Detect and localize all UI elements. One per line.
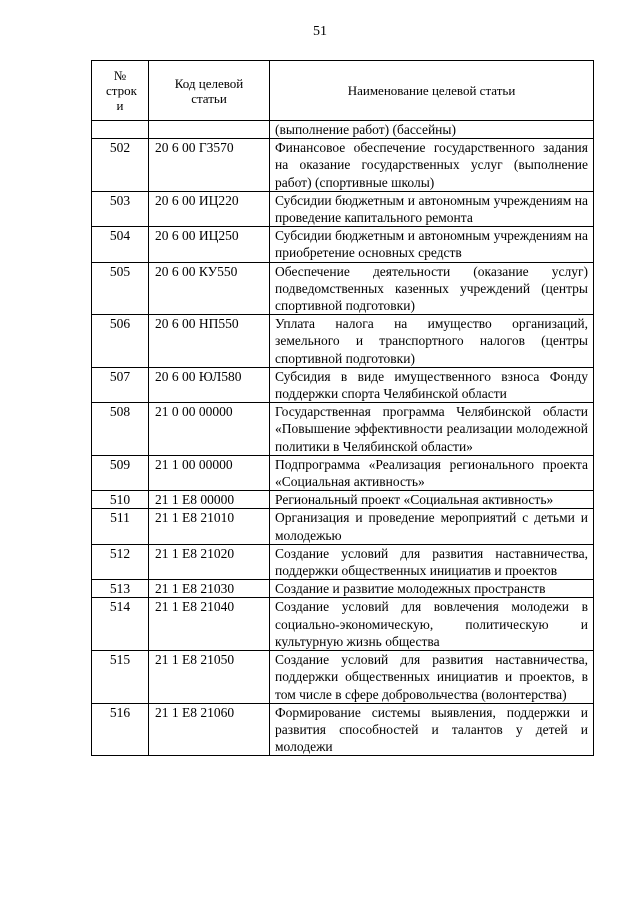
article-name-cell: Субсидия в виде имущественного взноса Фонду поддержки спорта Челябинской области: [270, 367, 594, 402]
article-name-cell: Создание условий для развития наставничества, поддержки общественных инициатив и проектов: [270, 544, 594, 579]
article-name-cell: Подпрограмма «Реализация регионального проекта «Социальная активность»: [270, 455, 594, 490]
article-code-cell: 20 6 00 ИЦ220: [149, 191, 270, 226]
table-row: [92, 403, 594, 456]
table-row: [92, 491, 594, 509]
article-code-cell: 21 1 00 00000: [149, 455, 270, 490]
table-row: [92, 455, 594, 490]
article-code-cell: 20 6 00 КУ550: [149, 262, 270, 315]
row-number-cell: 510: [92, 491, 149, 509]
article-code-cell: 21 1 Е8 21040: [149, 598, 270, 651]
article-code-cell: 20 6 00 НП550: [149, 315, 270, 368]
header-article-name: Наименование целевой статьи: [270, 61, 594, 121]
article-code-cell: 20 6 00 ИЦ250: [149, 227, 270, 262]
table-row: [92, 139, 594, 192]
article-name-cell: Субсидии бюджетным и автономным учреждениям на проведение капитального ремонта: [270, 191, 594, 226]
article-code-cell: 21 1 Е8 21050: [149, 651, 270, 704]
table-row: [92, 315, 594, 368]
table-row: [92, 227, 594, 262]
row-number-cell: 503: [92, 191, 149, 226]
row-number-cell: 506: [92, 315, 149, 368]
table-row: [92, 509, 594, 544]
table-row: [92, 598, 594, 651]
article-code-cell: 21 1 Е8 21020: [149, 544, 270, 579]
target-articles-table: [91, 60, 594, 756]
article-code-cell: 20 6 00 Г3570: [149, 139, 270, 192]
row-number-cell: 509: [92, 455, 149, 490]
page-number: 51: [313, 24, 327, 39]
article-name-cell: (выполнение работ) (бассейны): [270, 121, 594, 139]
article-name-cell: Региональный проект «Социальная активность»: [270, 491, 594, 509]
article-name-cell: Финансовое обеспечение государственного задания на оказание государственных услуг (выполнение работ) (спортивные школы): [270, 139, 594, 192]
article-code-cell: 21 0 00 00000: [149, 403, 270, 456]
article-name-cell: Субсидии бюджетным и автономным учреждениям на приобретение основных средств: [270, 227, 594, 262]
header-article-code: Код целевой статьи: [149, 61, 270, 121]
row-number-cell: 502: [92, 139, 149, 192]
row-number-cell: 507: [92, 367, 149, 402]
row-number-cell: 508: [92, 403, 149, 456]
row-number-cell: 512: [92, 544, 149, 579]
article-name-cell: Организация и проведение мероприятий с детьми и молодежью: [270, 509, 594, 544]
article-name-cell: Создание условий для развития наставничества, поддержки общественных инициатив и проектов, в том числе в сфере добровольчества (волонтерства): [270, 651, 594, 704]
row-number-cell: 514: [92, 598, 149, 651]
article-code-cell: [149, 121, 270, 139]
article-code-cell: 21 1 Е8 21030: [149, 580, 270, 598]
header-row-number: № строк и: [92, 61, 149, 121]
row-number-cell: 516: [92, 703, 149, 756]
row-number-cell: 504: [92, 227, 149, 262]
article-name-cell: Уплата налога на имущество организаций, земельного и транспортного налогов (центры спортивной подготовки): [270, 315, 594, 368]
table-row: [92, 580, 594, 598]
row-number-cell: 515: [92, 651, 149, 704]
row-number-cell: [92, 121, 149, 139]
table-row: [92, 544, 594, 579]
table-header-row: [92, 61, 594, 121]
article-name-cell: Государственная программа Челябинской области «Повышение эффективности реализации молодежной политики в Челябинской области»: [270, 403, 594, 456]
article-code-cell: 21 1 Е8 00000: [149, 491, 270, 509]
table-row: [92, 651, 594, 704]
table-row: [92, 121, 594, 139]
article-name-cell: Формирование системы выявления, поддержки и развития способностей и талантов у детей и молодежи: [270, 703, 594, 756]
article-name-cell: Создание и развитие молодежных пространств: [270, 580, 594, 598]
row-number-cell: 513: [92, 580, 149, 598]
table-row: [92, 262, 594, 315]
row-number-cell: 505: [92, 262, 149, 315]
table-row: [92, 191, 594, 226]
table-row: [92, 703, 594, 756]
table-row: [92, 367, 594, 402]
article-code-cell: 20 6 00 ЮЛ580: [149, 367, 270, 402]
article-code-cell: 21 1 Е8 21060: [149, 703, 270, 756]
article-name-cell: Обеспечение деятельности (оказание услуг) подведомственных казенных учреждений (центры спортивной подготовки): [270, 262, 594, 315]
article-code-cell: 21 1 Е8 21010: [149, 509, 270, 544]
row-number-cell: 511: [92, 509, 149, 544]
article-name-cell: Создание условий для вовлечения молодежи в социально-экономическую, политическую и культурную жизнь общества: [270, 598, 594, 651]
